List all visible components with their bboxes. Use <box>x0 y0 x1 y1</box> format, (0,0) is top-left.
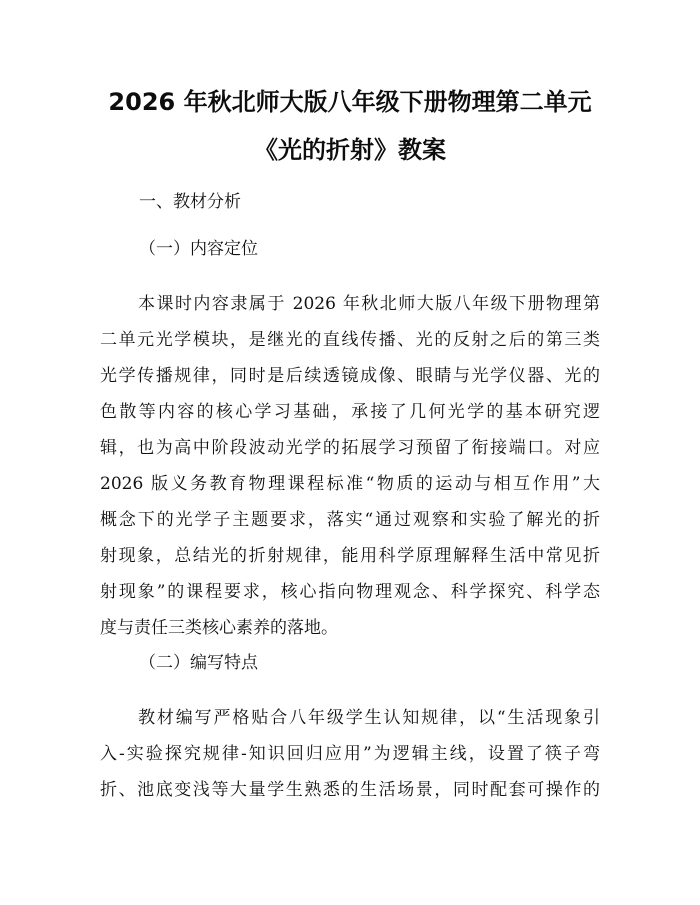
paragraph-line: 入-实验探究规律-知识回归应用”为逻辑主线，设置了筷子弯 <box>100 744 600 764</box>
paragraph-line: 2026 版义务教育物理课程标准“物质的运动与相互作用”大 <box>100 474 600 494</box>
subsection-heading-writing-features: （二）编写特点 <box>139 653 258 673</box>
paragraph-line: 光学传播规律，同时是后续透镜成像、眼睛与光学仪器、光的 <box>100 366 600 386</box>
paragraph-line: 二单元光学模块，是继光的直线传播、光的反射之后的第三类 <box>100 330 600 350</box>
paragraph-line: 概念下的光学子主题要求，落实“通过观察和实验了解光的折 <box>100 510 600 530</box>
paragraph-line: 射现象”的课程要求，核心指向物理观念、科学探究、科学态 <box>100 582 600 602</box>
paragraph-line: 辑，也为高中阶段波动光学的拓展学习预留了衔接端口。对应 <box>100 438 600 458</box>
paragraph-line: 度与责任三类核心素养的落地。 <box>100 618 338 638</box>
paragraph-line: 折、池底变浅等大量学生熟悉的生活场景，同时配套可操作的 <box>100 780 600 800</box>
paragraph-content-positioning <box>100 286 600 646</box>
document-title-line-1: 2026 年秋北师大版八年级下册物理第二单元 <box>108 88 592 116</box>
paragraph-line: 本课时内容隶属于 2026 年秋北师大版八年级下册物理第 <box>138 294 600 314</box>
subsection-heading-content-positioning: （一）内容定位 <box>139 239 258 259</box>
paragraph-writing-features <box>100 700 600 808</box>
paragraph-line: 射现象，总结光的折射规律，能用科学原理解释生活中常见折 <box>100 546 600 566</box>
paragraph-line: 教材编写严格贴合八年级学生认知规律，以“生活现象引 <box>138 708 600 728</box>
paragraph-line: 色散等内容的核心学习基础，承接了几何光学的基本研究逻 <box>100 402 600 422</box>
section-heading-textbook-analysis: 一、教材分析 <box>139 192 241 212</box>
document-title-line-2: 《光的折射》教案 <box>254 136 446 164</box>
